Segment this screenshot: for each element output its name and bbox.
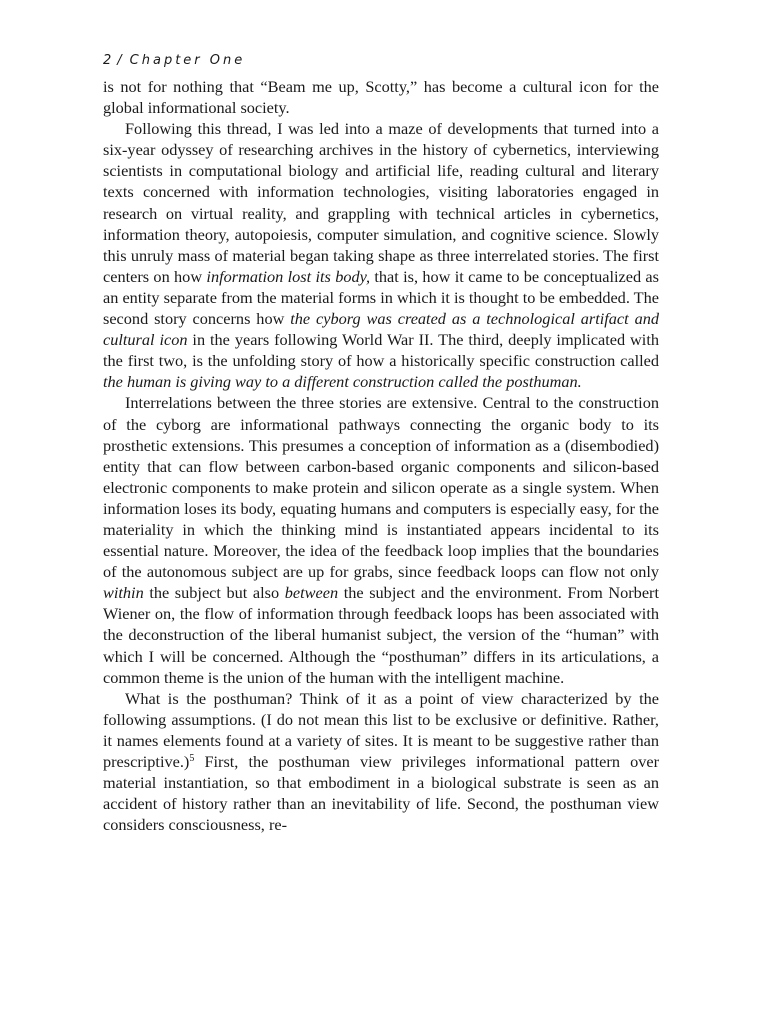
text-run: Interrelations between the three stories are extensive. Central to the construction of the cyborg are informational pathways connecting the organic body to its prosthetic extensions. This presumes a conception of information as a (disembodied) entity that can flow between carbon-based organic components and silicon-based electronic components to make protein and silicon operate as a single system. When information loses its body, equating humans and computers is especially easy, for the materiality in which the thinking mind is instantiated appears incidental to its essential nature. Moreover, the idea of the feedback loop implies that the boundaries of the autonomous subject are up for grabs, since feedback loops can flow not only xyxy=(103,393,659,582)
text-run: First, the posthuman view privileges informational pattern over material instantiation, so that embodiment in a biological substrate is seen as an accident of history rather than an inevitability of life. Second, the posthuman view considers consciousness, re- xyxy=(103,752,659,835)
page-number: 2 xyxy=(103,53,112,68)
italic-text: within xyxy=(103,583,144,603)
paragraph-continued xyxy=(103,76,659,118)
italic-text: the cyborg was created as a technological artifact and cultural icon xyxy=(103,309,659,350)
italic-text: information lost its body, xyxy=(206,266,371,286)
text-run: the subject and the environment. From Norbert Wiener on, the flow of information through feedback loops has been associated with the deconstruction of the liberal humanist subject, the version of the “human” with which I will be concerned. Although the “posthuman” differs in its articulations, a common theme is the union of the human with the intelligent machine. xyxy=(103,583,659,687)
text-run: that is, how it came to be conceptualized as an entity separate from the material forms in which it is thought to be embedded. The second story concerns how xyxy=(103,266,659,329)
text-run: the subject but also xyxy=(143,583,285,603)
paragraph xyxy=(103,392,659,687)
footnote-reference[interactable]: 5 xyxy=(189,753,195,764)
chapter-title: Chapter One xyxy=(129,53,246,68)
text-run: What is the posthuman? Think of it as a point of view characterized by the following assumptions. (I do not mean this list to be exclusive or definitive. Rather, it names elements found at a variety of sites. It is meant to be suggestive rather than prescriptive.) xyxy=(103,688,659,771)
running-head xyxy=(103,52,659,70)
text-run: in the years following World War II. The third, deeply implicated with the first two, is the unfolding story of how a historically specific construction called xyxy=(103,330,659,371)
text-run: Following this thread, I was led into a maze of developments that turned into a six-year odyssey of researching archives in the history of cybernetics, interviewing scientists in computational biology and artificial life, reading cultural and literary texts concerned with information technologies, visiting laboratories engaged in research on virtual reality, and grappling with technical articles in cybernetics, information theory, autopoiesis, computer simulation, and cognitive science. Slowly this unruly mass of material began taking shape as three interrelated stories. The first centers on how xyxy=(103,119,659,286)
italic-text: between xyxy=(284,583,339,603)
paragraph xyxy=(103,118,659,392)
book-page xyxy=(103,52,659,835)
running-head-separator: / xyxy=(117,53,122,68)
italic-text: the human is giving way to a different construction called the posthuman. xyxy=(103,372,582,392)
paragraph xyxy=(103,688,659,836)
text-run: is not for nothing that “Beam me up, Scotty,” has become a cultural icon for the global informational society. xyxy=(103,77,659,118)
